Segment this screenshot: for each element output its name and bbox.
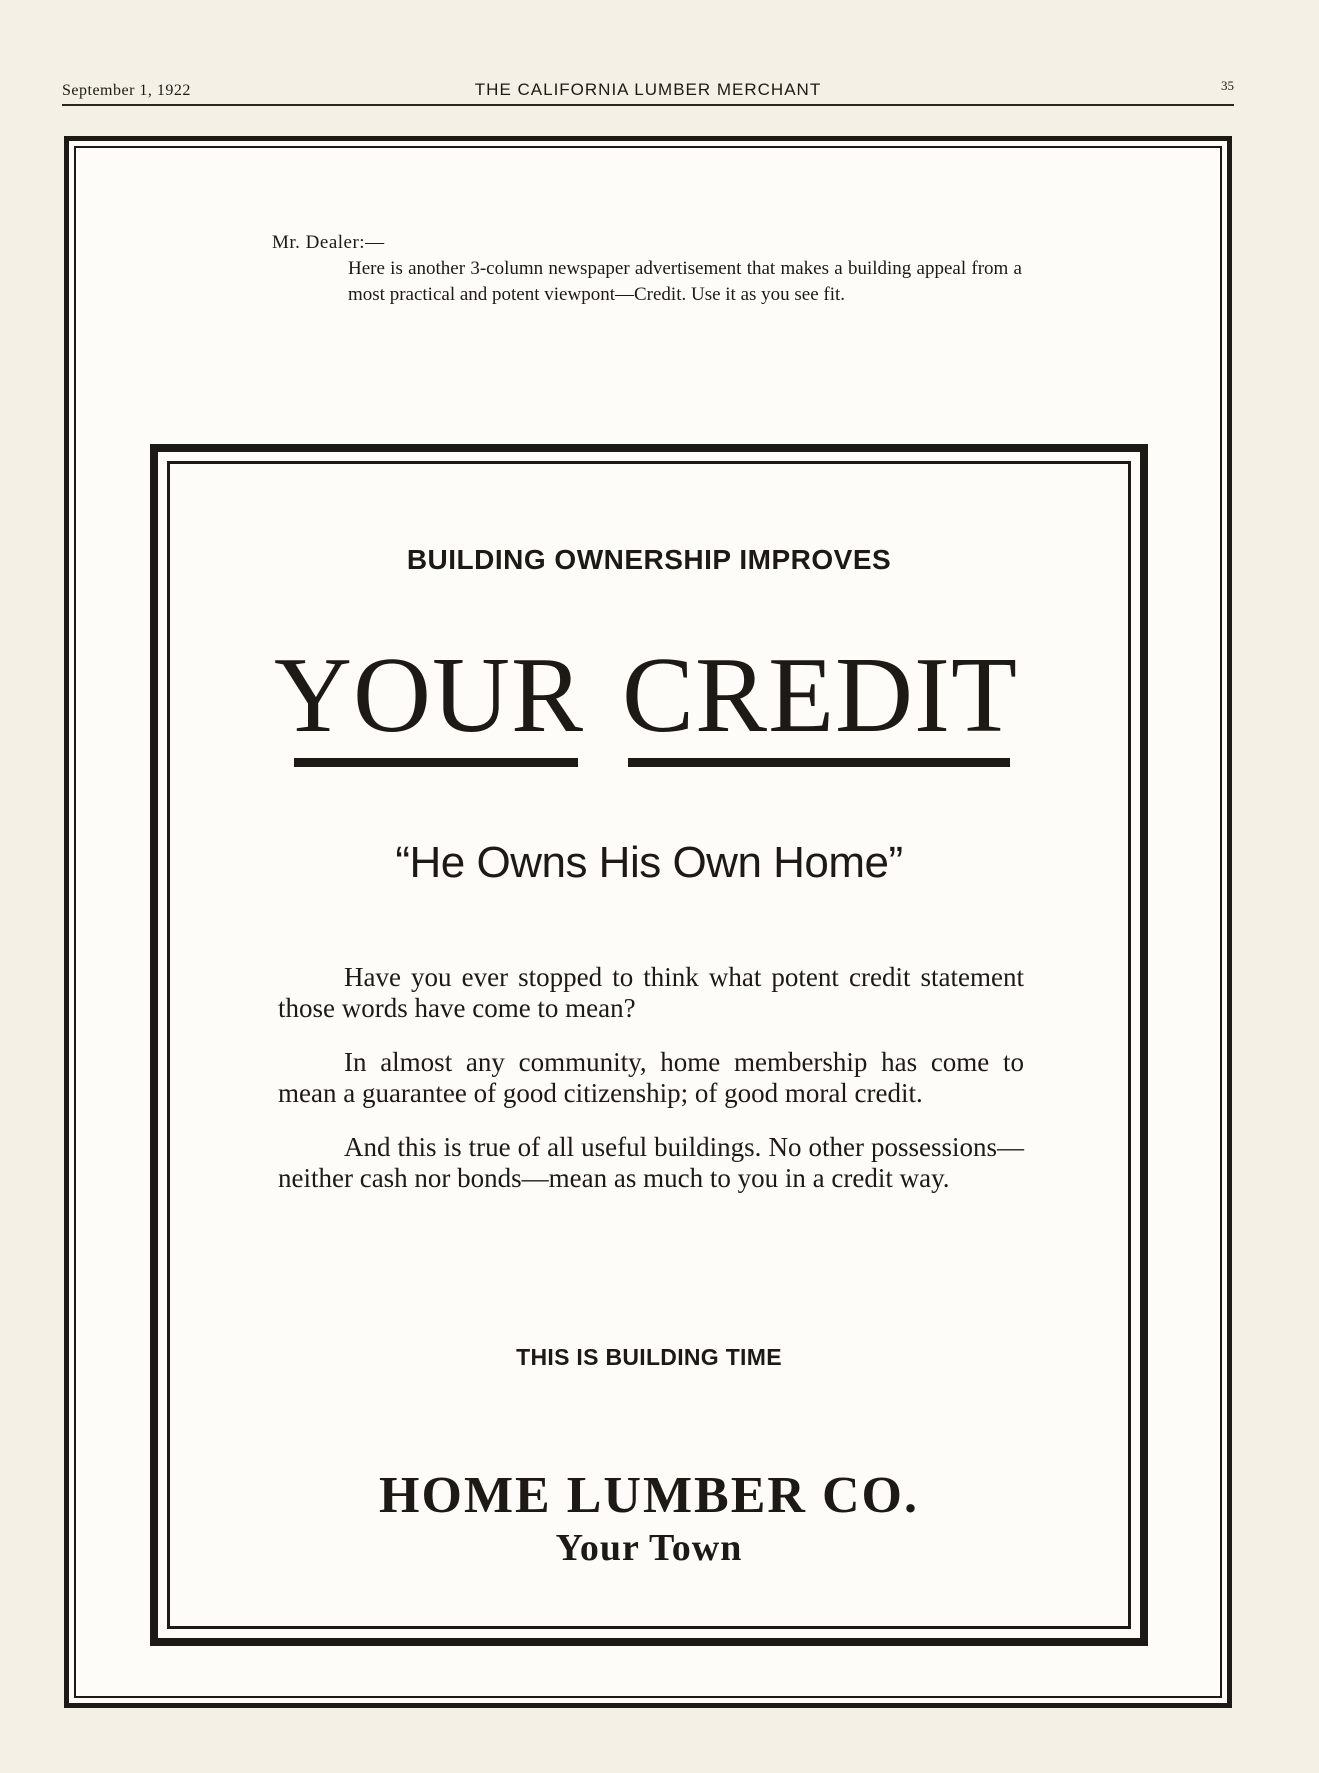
letter-body: Here is another 3-column newspaper advertisement that makes a building appeal from a most practical and potent viewpont—Credit. Use it as you see fit. — [348, 258, 1022, 305]
company-town: Your Town — [555, 1527, 743, 1569]
headline-word-your: YOUR — [274, 636, 585, 755]
issue-date: September 1, 1922 — [62, 82, 191, 99]
ad-headline — [270, 636, 1030, 770]
ad-body-copy — [278, 962, 1024, 1217]
headline-underline-left — [294, 758, 578, 767]
body-paragraph: And this is true of all useful buildings. No other possessions—neither cash nor bonds—mean as much to you in a credit way. — [278, 1132, 1024, 1193]
headline-word-credit: CREDIT — [622, 636, 1018, 755]
letter-salutation: Mr. Dealer:— — [272, 232, 385, 253]
ad-subhead: “He Owns His Own Home” — [395, 838, 903, 887]
running-header — [62, 78, 1234, 106]
page-number: 35 — [1221, 78, 1234, 93]
publication-title: THE CALIFORNIA LUMBER MERCHANT — [474, 80, 822, 99]
body-paragraph: In almost any community, home membership has come to mean a guarantee of good citizenship; of good moral credit. — [278, 1047, 1024, 1108]
headline-underline-right — [628, 758, 1010, 767]
body-paragraph: Have you ever stopped to think what potent credit statement those words have come to mean? — [278, 962, 1024, 1023]
ad-tagline: THIS IS BUILDING TIME — [516, 1344, 782, 1370]
dealer-letter — [272, 230, 1022, 308]
company-name: HOME LUMBER CO. — [379, 1467, 919, 1524]
ad-kicker: BUILDING OWNERSHIP IMPROVES — [406, 544, 892, 575]
